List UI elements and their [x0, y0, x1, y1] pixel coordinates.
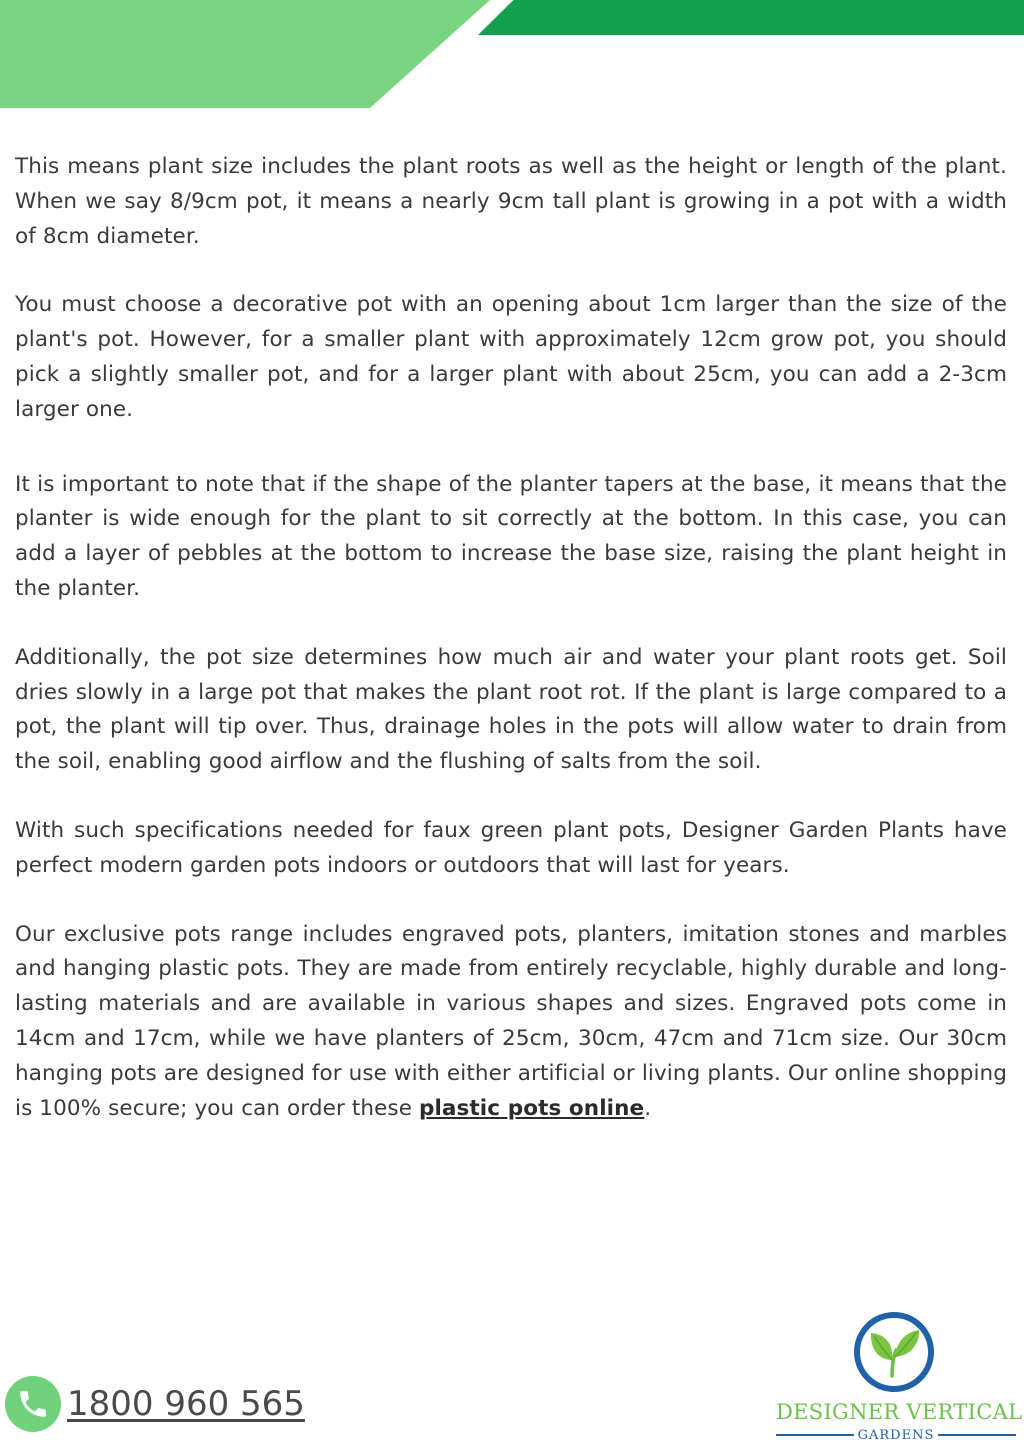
plastic-pots-online-link[interactable]: plastic pots online [418, 1095, 645, 1121]
main-content [15, 150, 1007, 1126]
header-dark-band [478, 0, 1024, 35]
paragraph-plant-size: This means plant size includes the plant roots as well as the height or length of the plant. When we say 8/9cm pot, it means a nearly 9cm tall plant is growing in a pot with a width of 8cm diameter. [15, 154, 1007, 249]
phone-number-link[interactable]: 1800 960 565 [67, 1384, 305, 1424]
designer-vertical-gardens-logo [776, 1308, 1023, 1446]
logo-subtitle-row [776, 1426, 1016, 1444]
header-light-band [0, 0, 490, 108]
logo-line-left [776, 1434, 854, 1436]
paragraph-suffix: . [644, 1095, 652, 1121]
footer-phone[interactable] [5, 1376, 305, 1432]
paragraph-exclusive-range-text: Our exclusive pots range includes engraved pots, planters, imitation stones and marbles and hanging plastic pots. They are made from entirely recyclable, highly durable and long-lasting materials and are available in various shapes and sizes. Engraved pots come in 14cm and 17cm, while we have planters of 25cm, 30cm, 47cm and 71cm size. Our 30cm hanging pots are designed for use with either artificial or living plants. Our online shopping is 100% secure; you can order these [15, 921, 1007, 1121]
paragraph-planter-taper: It is important to note that if the shape of the planter tapers at the base, it means that the planter is wide enough for the plant to sit correctly at the bottom. In this case, you can add a layer of pebbles at the bottom to increase the base size, raising the plant height in the planter. [15, 471, 1007, 601]
paragraph-exclusive-range [15, 918, 1007, 1127]
paragraph-decorative-pot: You must choose a decorative pot with an opening about 1cm larger than the size of the plant's pot. However, for a smaller plant with approximately 12cm grow pot, you should pick a slightly smaller pot, and for a larger plant with about 25cm, you can add a 2-3cm larger one. [15, 292, 1007, 422]
leaf-sprout-icon [852, 1310, 936, 1394]
phone-icon[interactable] [5, 1376, 61, 1432]
paragraph-air-water: Additionally, the pot size determines how much air and water your plant roots get. Soil dries slowly in a large pot that makes the plant root rot. If the plant is large compared to a pot, the plant will tip over. Thus, drainage holes in the pots will allow water to drain from the soil, enabling good airflow and the flushing of salts from the soil. [15, 644, 1007, 775]
logo-line-right [938, 1434, 1016, 1436]
logo-subtitle: GARDENS [857, 1427, 935, 1443]
paragraph-specifications: With such specifications needed for faux green plant pots, Designer Garden Plants have perfect modern garden pots indoors or outdoors that will last for years. [15, 817, 1007, 878]
logo-title: DESIGNER VERTICAL [776, 1400, 1023, 1424]
